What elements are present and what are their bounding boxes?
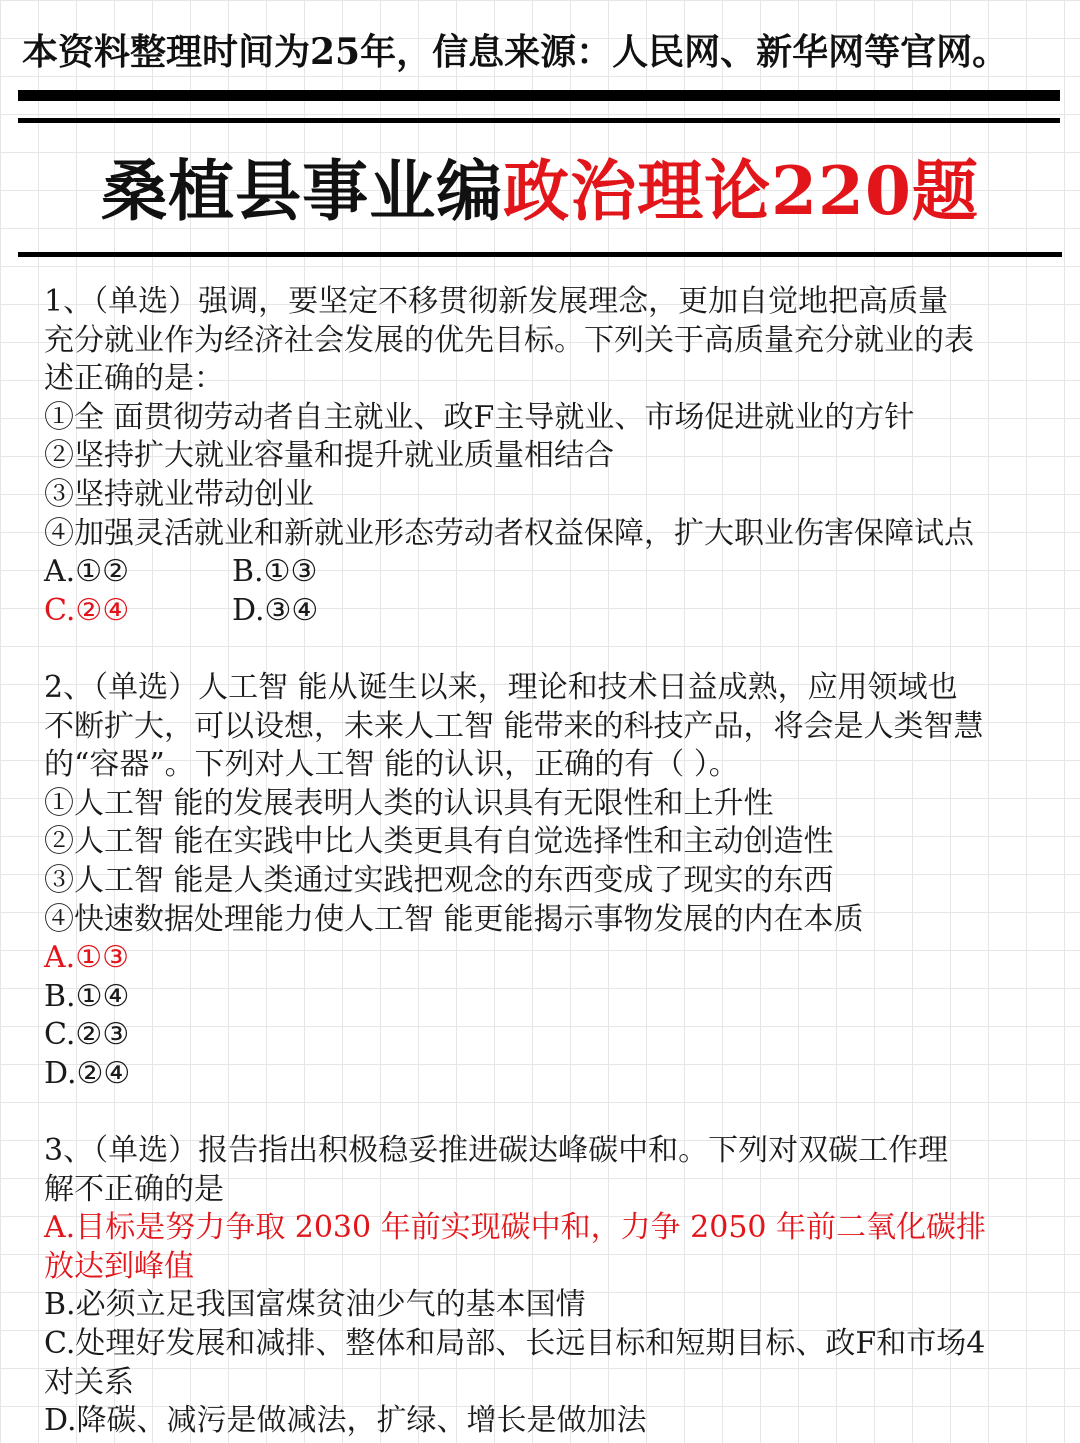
question-2-line: 不断扩大，可以设想，未来人工智 能带来的科技产品，将会是人类智慧 [44, 708, 984, 744]
question-2-line: 2、（单选）人工智 能从诞生以来，理论和技术日益成熟，应用领域也 [44, 669, 958, 705]
page-title [0, 146, 1080, 236]
title-red-part: 政治理论220题 [503, 152, 979, 230]
question-2-option-c: C.②③ [44, 1017, 130, 1053]
question-1 [44, 283, 1054, 630]
question-3-option-a-answer-cont: 放达到峰值 [44, 1248, 194, 1284]
source-notice: 本资料整理时间为25年，信息来源：人民网、新华网等官网。 [22, 31, 1009, 73]
question-2-item: ③人工智 能是人类通过实践把观念的东西变成了现实的东西 [44, 862, 834, 898]
question-3-option-d: D.降碳、减污是做减法，扩绿、增长是做加法 [44, 1403, 647, 1439]
spacer [44, 630, 1054, 669]
question-3 [44, 1132, 1054, 1441]
question-1-options-row-1 [44, 553, 1054, 592]
question-2-option-d: D.②④ [44, 1055, 131, 1091]
question-1-option-b: B.①③ [232, 554, 318, 590]
question-1-item: ④加强灵活就业和新就业形态劳动者权益保障，扩大职业伤害保障试点 [44, 515, 974, 551]
question-3-line: 解不正确的是 [44, 1171, 224, 1207]
question-1-options-row-2 [44, 592, 1054, 631]
question-1-option-a: A.①② [44, 554, 129, 590]
question-2-item: ①人工智 能的发展表明人类的认识具有无限性和上升性 [44, 785, 774, 821]
question-2-item: ②人工智 能在实践中比人类更具有自觉选择性和主动创造性 [44, 824, 834, 860]
question-3-option-a-answer: A.目标是努力争取 2030 年前实现碳中和，力争 2050 年前二氧化碳排 [44, 1210, 987, 1246]
question-3-option-b: B.必须立足我国富煤贫油少气的基本国情 [44, 1287, 586, 1323]
question-3-line: 3、（单选）报告指出积极稳妥推进碳达峰碳中和。下列对双碳工作理 [44, 1133, 949, 1169]
divider-under-title [18, 252, 1062, 257]
question-2-line: 的“容器”。下列对人工智 能的认识，正确的有（ ）。 [44, 747, 739, 783]
question-1-line: 述正确的是： [44, 361, 224, 397]
divider-thin [18, 118, 1060, 123]
spacer [44, 1093, 1054, 1132]
question-list [44, 283, 1054, 1441]
question-1-item: ②坚持扩大就业容量和提升就业质量相结合 [44, 438, 614, 474]
question-1-line: 1、（单选）强调，要坚定不移贯彻新发展理念，更加自觉地把高质量 [44, 284, 949, 319]
question-3-option-c: C.处理好发展和减排、整体和局部、长远目标和短期目标、政F和市场4 [44, 1326, 986, 1362]
title-black-part: 桑植县事业编 [101, 152, 504, 230]
question-1-item: ①全 面贯彻劳动者自主就业、政F主导就业、市场促进就业的方针 [44, 399, 915, 435]
question-2-option-b: B.①④ [44, 978, 130, 1014]
question-2-option-a-answer: A.①③ [44, 940, 129, 976]
question-1-option-d: D.③④ [232, 592, 319, 628]
question-1-option-c-answer: C.②④ [44, 592, 130, 628]
question-1-item: ③坚持就业带动创业 [44, 476, 314, 512]
question-2 [44, 669, 1054, 1094]
question-2-item: ④快速数据处理能力使人工智 能更能揭示事物发展的内在本质 [44, 901, 864, 937]
question-1-line: 充分就业作为经济社会发展的优先目标。下列关于高质量充分就业的表 [44, 322, 974, 358]
question-3-option-c-cont: 对关系 [44, 1364, 134, 1400]
divider-thick [18, 90, 1060, 101]
